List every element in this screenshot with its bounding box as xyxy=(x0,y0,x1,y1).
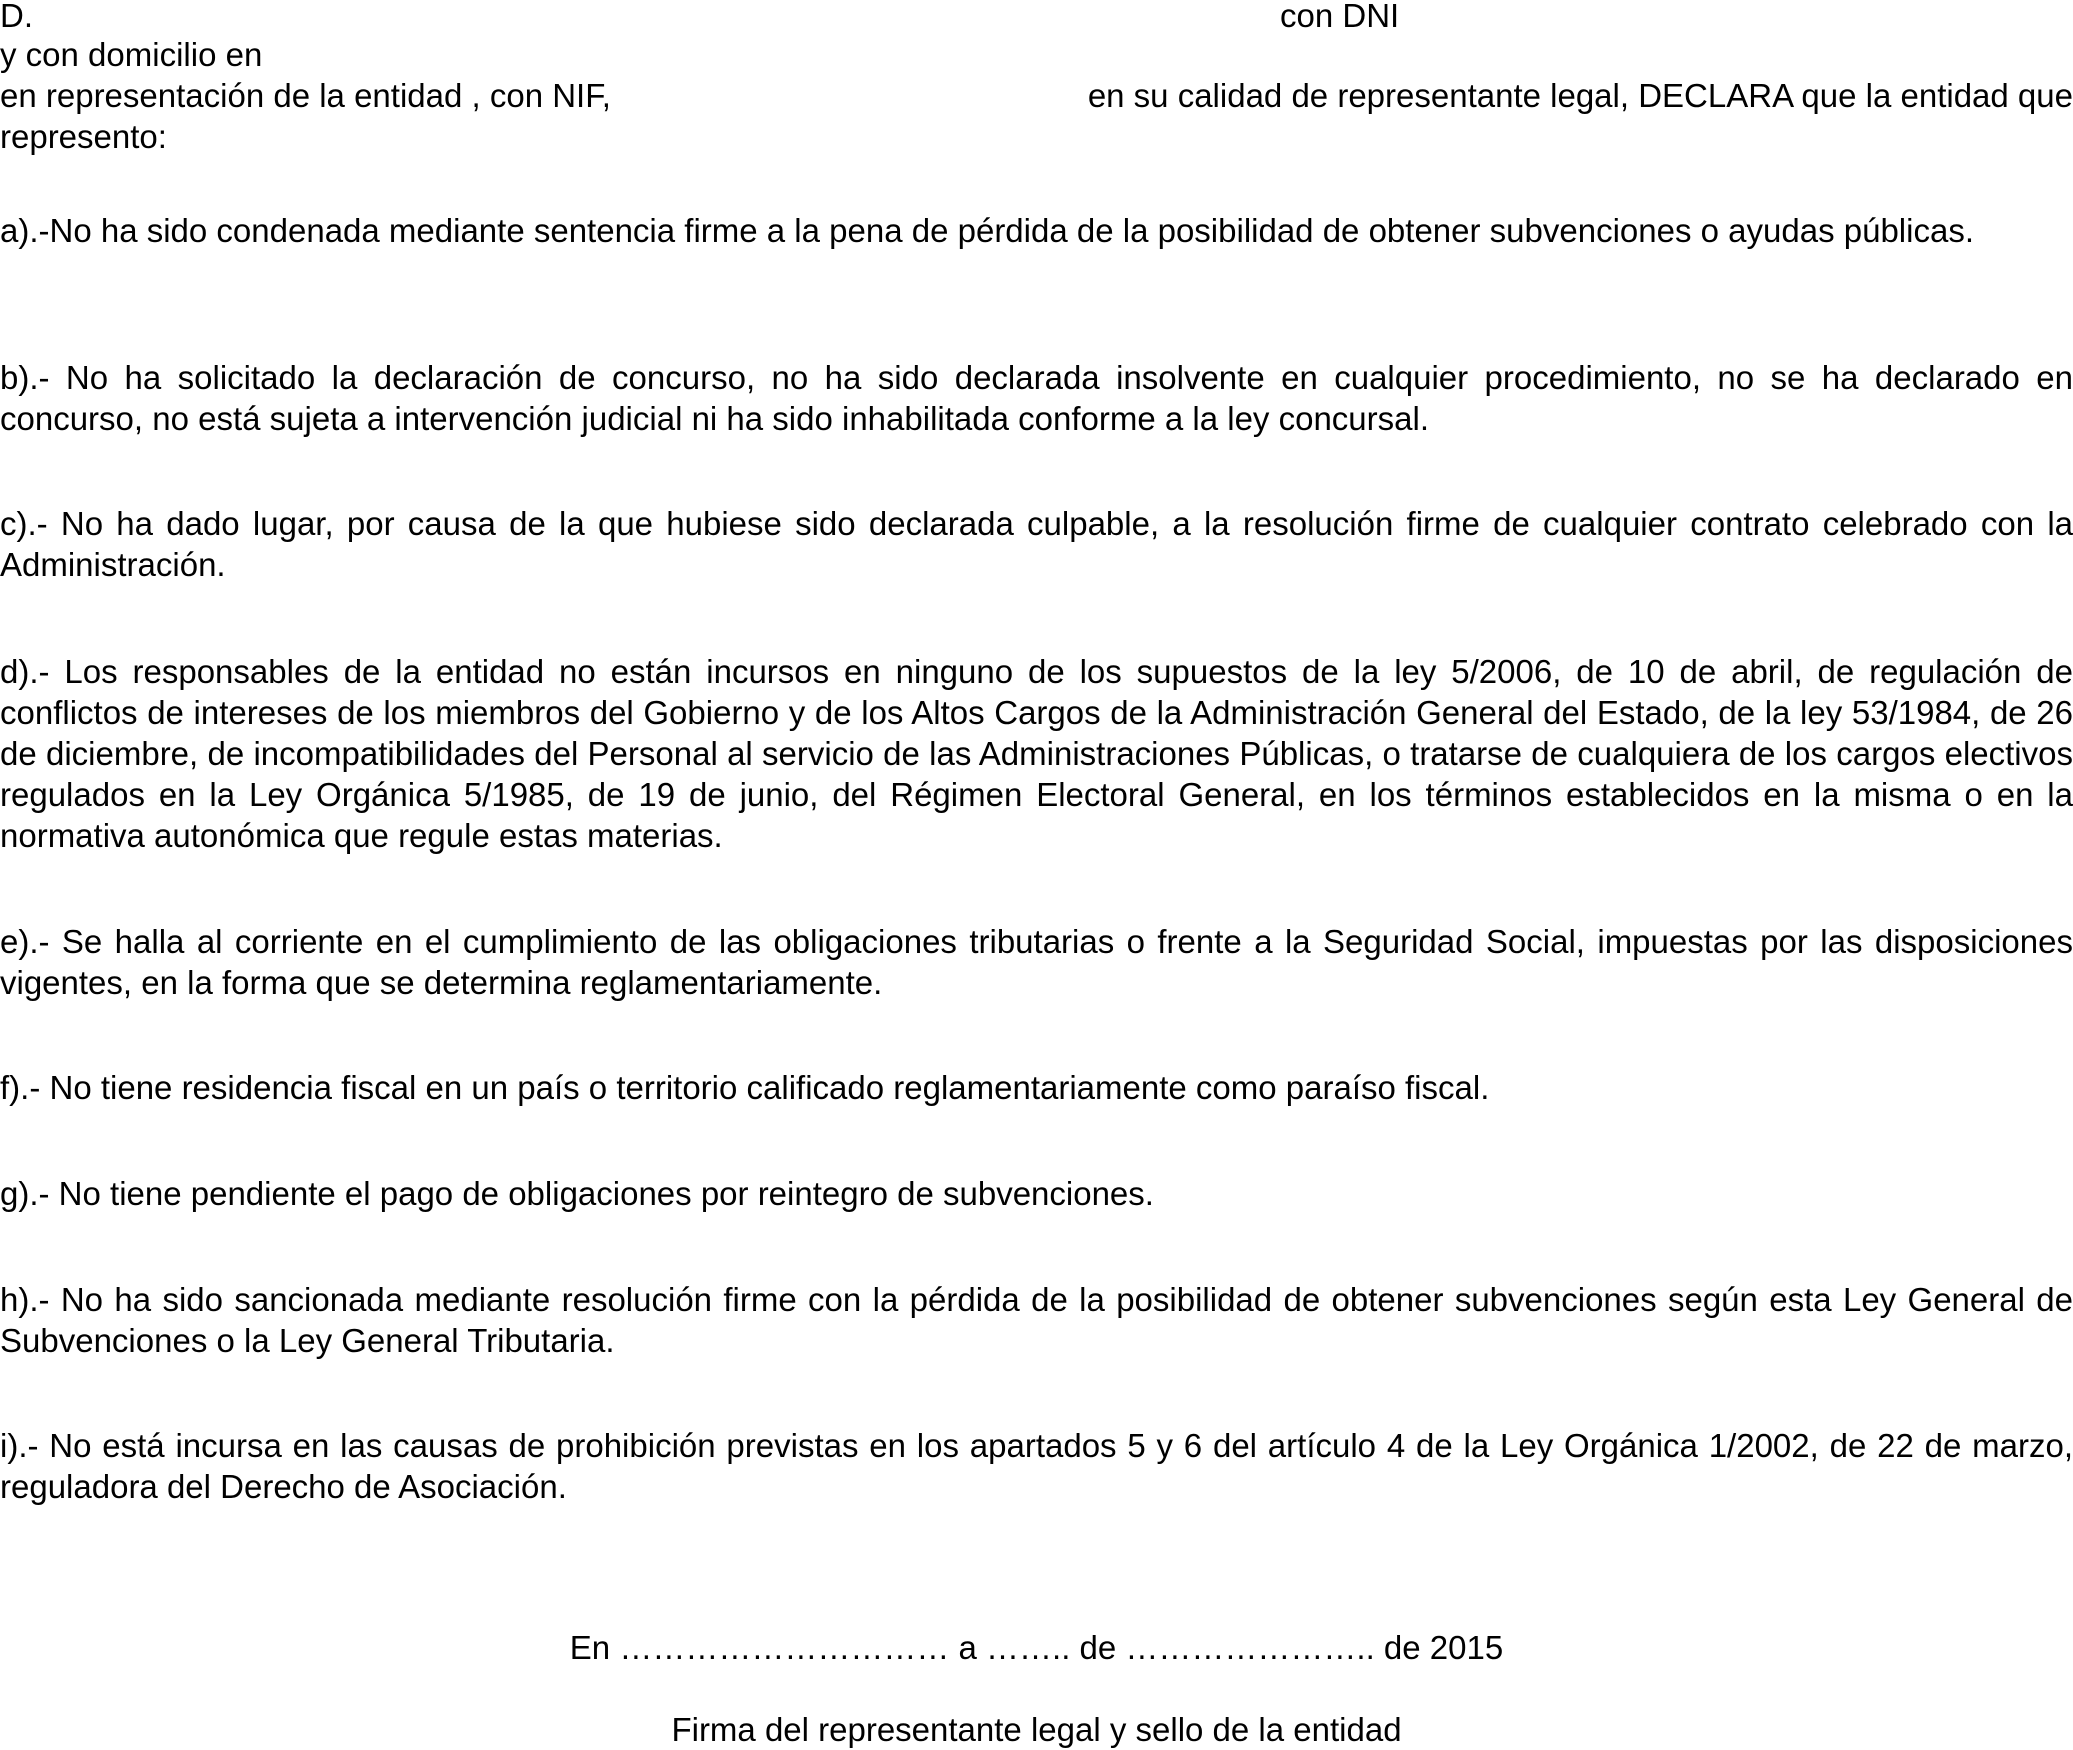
clause-d: d).- Los responsables de la entidad no están incursos en ninguno de los supuestos de la ley 5/2006, de 10 de abril, de regulación de conflictos de intereses de los miembros del Gobierno y de los Altos Cargos de la Administración General del Estado, de la ley 53/1984, de 26 de diciembre, de incompatibilidades del Personal al servicio de las Administraciones Públicas, o tratarse de cualquiera de los cargos electivos regulados en la Ley Orgánica 5/1985, de 19 de junio, del Régimen Electoral General, en los términos establecidos en la misma o en la normativa autonómica que regule estas materias. xyxy=(0,653,2073,854)
date-line: En ………………………… a …….. de ………………….. de 2015 xyxy=(569,1629,1504,1666)
clause-h: h).- No ha sido sancionada mediante resolución firme con la pérdida de la posibilidad de obtener subvenciones según esta Ley General de Subvenciones o la Ley General Tributaria. xyxy=(0,1281,2073,1359)
d-label: D. xyxy=(0,0,33,34)
representacion-left: en representación de la entidad , con NIF, xyxy=(0,77,611,114)
clause-a: a).-No ha sido condenada mediante sentencia firme a la pena de pérdida de la posibilidad de obtener subvenciones o ayudas públicas. xyxy=(0,212,1974,249)
dni-label: con DNI xyxy=(1280,0,1400,34)
representacion-right: en su calidad de representante legal, DECLARA que la entidad que xyxy=(1087,77,2073,114)
clause-b: b).- No ha solicitado la declaración de concurso, no ha sido declarada insolvente en cualquier procedimiento, no se ha declarado en concurso, no está sujeta a intervención judicial ni ha sido inhabilitada conforme a la ley concursal. xyxy=(0,359,2073,437)
clause-i: i).- No está incursa en las causas de prohibición previstas en los apartados 5 y 6 del artículo 4 de la Ley Orgánica 1/2002, de 22 de marzo, reguladora del Derecho de Asociación. xyxy=(0,1427,2073,1505)
clause-g: g).- No tiene pendiente el pago de obligaciones por reintegro de subvenciones. xyxy=(0,1175,1154,1212)
clause-e: e).- Se halla al corriente en el cumplimiento de las obligaciones tributarias o frente a la Seguridad Social, impuestas por las disposiciones vigentes, en la forma que se determina reglamentariamente. xyxy=(0,923,2073,1001)
domicilio-label: y con domicilio en xyxy=(0,36,263,73)
clause-f: f).- No tiene residencia fiscal en un país o territorio calificado reglamentariamente como paraíso fiscal. xyxy=(0,1069,1490,1106)
signature-line: Firma del representante legal y sello de la entidad xyxy=(671,1711,1402,1748)
represento-label: represento: xyxy=(0,118,167,155)
clause-c: c).- No ha dado lugar, por causa de la que hubiese sido declarada culpable, a la resolución firme de cualquier contrato celebrado con la Administración. xyxy=(0,505,2073,583)
